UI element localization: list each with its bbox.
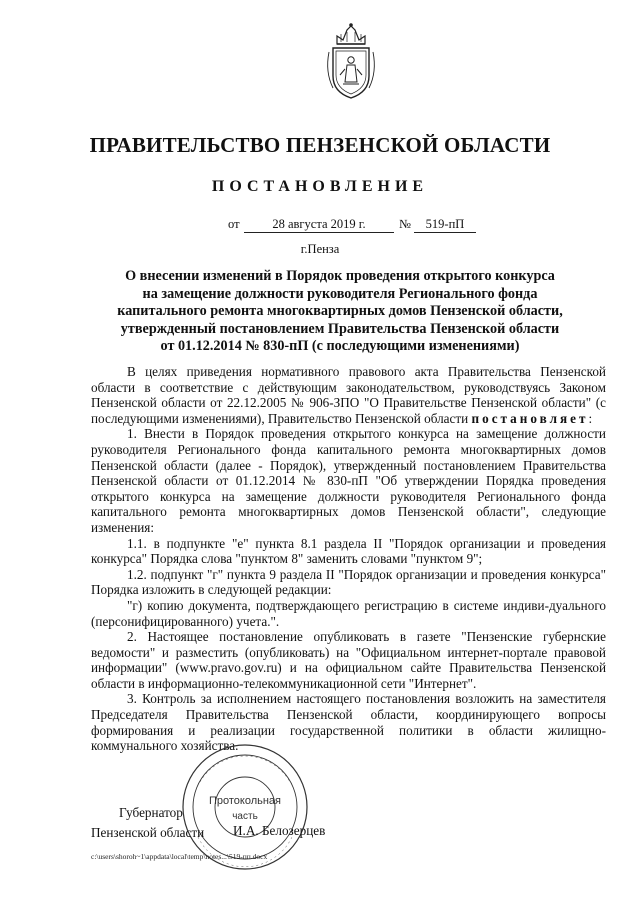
coat-of-arms-emblem (323, 22, 379, 102)
document-subject (80, 268, 600, 356)
signatory-name: И.А. Белозерцев (233, 823, 326, 838)
preamble-text: В целях приведения нормативного правового акта Правительства Пензенской области в соответствие с действующим законодательством, руководствуясь Законом Пензенской области от 22.12.2005 № 906-ЗПО "О Правительстве Пензенской области" (с последующими изменениями), Правительство Пензенской области (91, 364, 606, 426)
signatory-title (91, 803, 204, 843)
signatory-title-line1: Губернатор (119, 805, 183, 820)
paragraph-1-1: 1.1. в подпункте "е" пункта 8.1 раздела II "Порядок организации и проведения конкурса" Порядка слова "пунктом 8" заменить словами "пунктом 9"; (91, 535, 606, 567)
preamble-paragraph (91, 364, 606, 426)
paragraph-1-2: 1.2. подпункт "г" пункта 9 раздела II "Порядок организации и проведения конкурса" Порядка изложить в следующей редакции: (91, 566, 606, 598)
decree-end: : (588, 410, 593, 426)
subject-line: утвержденный постановлением Правительства Пензенской области (120, 320, 560, 337)
city-label: г.Пенза (300, 242, 340, 256)
signatory-title-line2: Пензенской области (91, 825, 205, 840)
subject-line: от 01.12.2014 № 830-пП (с последующими изменениями) (160, 338, 520, 354)
subject-line: О внесении изменений в Порядок проведения открытого конкурса (125, 268, 555, 284)
document-type: ПОСТАНОВЛЕНИЕ (211, 178, 429, 195)
decree-word: постановляет (471, 410, 589, 426)
paragraph-3: 3. Контроль за исполнением настоящего постановления возложить на заместителя Председателя Правительства Пензенской области, координирующего вопросы формирования и реализации государственной политики в области жилищно-коммунального хозяйства. (91, 691, 606, 754)
paragraph-2: 2. Настоящее постановление опубликовать в газете "Пензенские губернские ведомости" и разместить (опубликовать) на "Официальном интернет-портале правовой информации" (www.pravo.gov.ru) и на официальном сайте Правительства Пензенской области в информационно-телекоммуникационной сети "Интернет". (91, 629, 606, 691)
date-prefix: от (228, 217, 240, 231)
file-path: c:\users\shoroh~1\appdata\local\temp\notes...\519-пп.docx (91, 852, 268, 861)
document-number: 519-пП (425, 217, 465, 231)
paragraph-1-2-quote: "г) копию документа, подтверждающего регистрацию в системе индиви-дуального (персонифицированного) учета.". (91, 597, 606, 629)
number-prefix: № (399, 217, 411, 231)
government-title: ПРАВИТЕЛЬСТВО ПЕНЗЕНСКОЙ ОБЛАСТИ (89, 133, 551, 157)
document-body (91, 364, 606, 754)
document-date: 28 августа 2019 г. (272, 217, 366, 231)
stamp-text-line1: Протокольная (208, 795, 282, 807)
subject-line: на замещение должности руководителя Регионального фонда (142, 285, 538, 302)
paragraph-1: 1. Внести в Порядок проведения открытого конкурса на замещение должности руководителя Регионального фонда капитального ремонта многоквартирных домов Пензенской области (далее - Порядок), утвержденный постановлением Правительства Пензенской области от 01.12.2014 № 830-пП "Об утверждении Порядка проведения открытого конкурса на замещение должности руководителя Регионального фонда капитального ремонта многоквартирных домов Пензенской области", следующие изменения: (91, 426, 606, 535)
stamp-text-line2: часть (232, 811, 258, 822)
subject-line: капитального ремонта многоквартирных домов Пензенской области, (117, 303, 563, 319)
